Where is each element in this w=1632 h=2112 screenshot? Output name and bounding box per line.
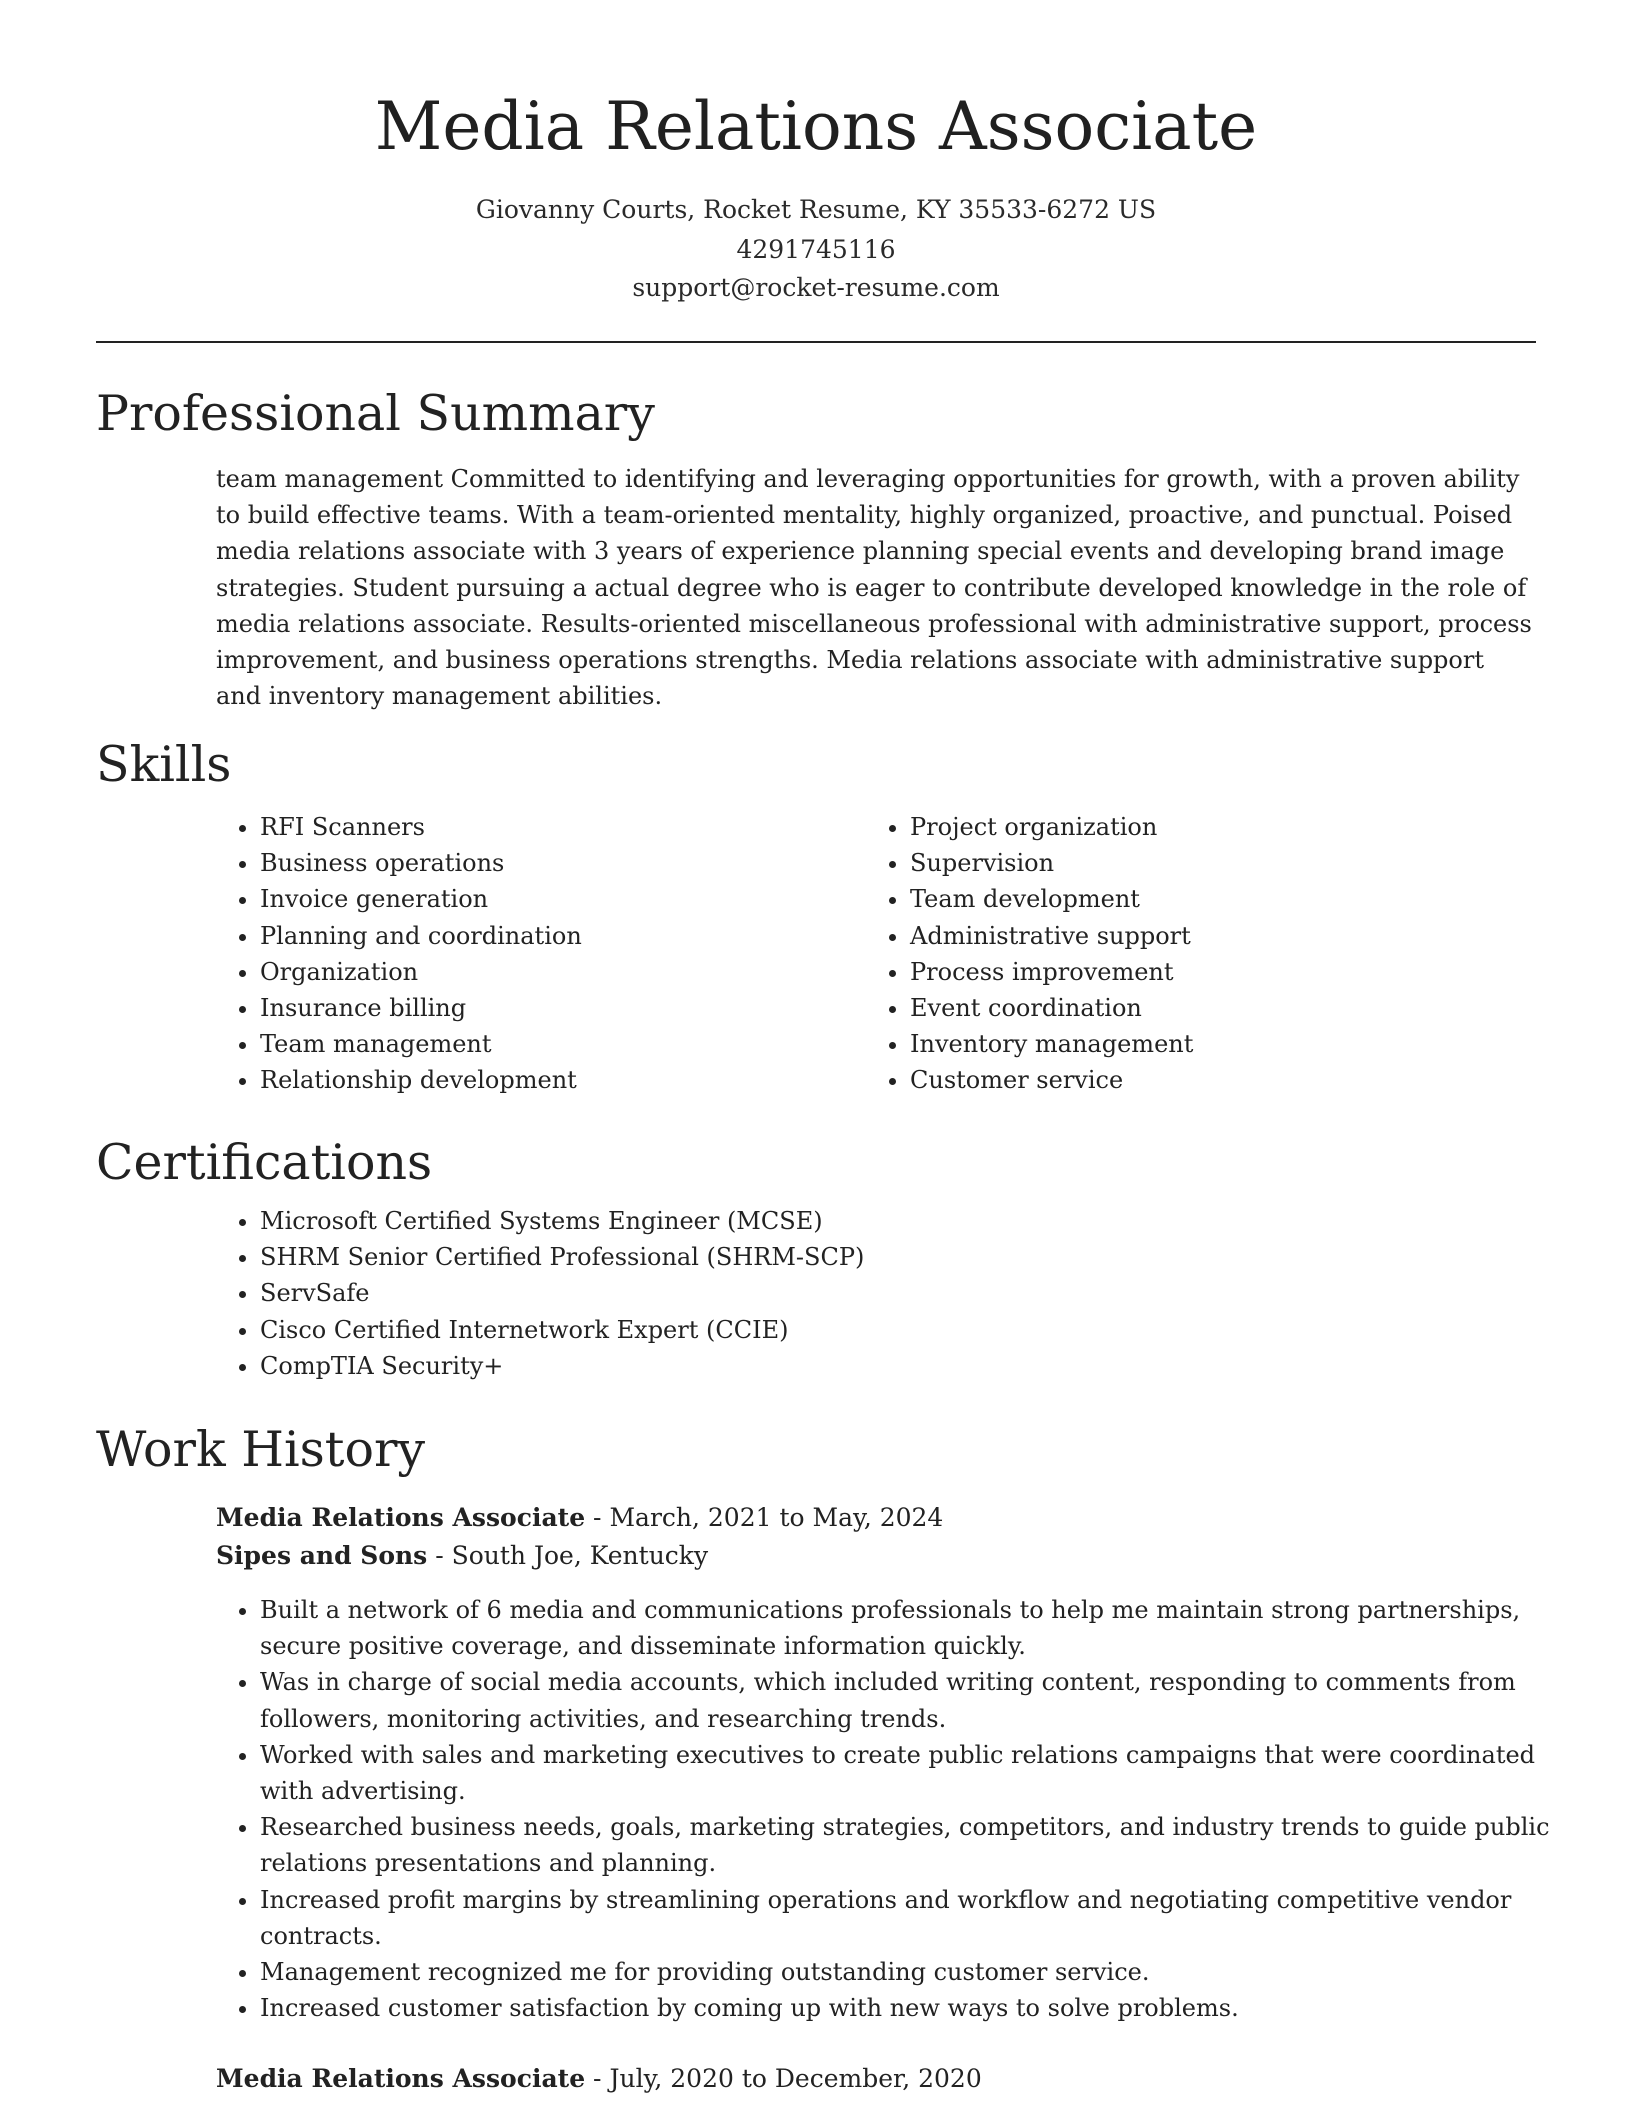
skill-item: • Team management	[260, 1026, 860, 1062]
job-bullet: • Built a network of 6 media and communications professionals to help me maintain strong partnerships, secure positive coverage, and disseminate information quickly.	[260, 1592, 1580, 1664]
skills-heading: Skills	[96, 736, 232, 793]
job-title-line	[216, 2060, 982, 2098]
job-bullet: • Researched business needs, goals, marketing strategies, competitors, and industry trends to guide public relations presentations and planning.	[260, 1809, 1580, 1881]
summary-heading: Professional Summary	[96, 385, 655, 442]
job-title: Media Relations Associate	[216, 2064, 586, 2093]
skill-item: • Customer service	[910, 1062, 1510, 1098]
skill-item: • Invoice generation	[260, 881, 860, 917]
job-bullet: • Increased profit margins by streamlining operations and workflow and negotiating competitive vendor contracts.	[260, 1882, 1580, 1954]
skills-list-left	[216, 809, 860, 1099]
skill-item: • Inventory management	[910, 1026, 1510, 1062]
certification-item: • Microsoft Certified Systems Engineer (MCSE)	[260, 1203, 1460, 1239]
job-dates: - March, 2021 to May, 2024	[585, 1503, 944, 1532]
job-bullets	[216, 1592, 1580, 2026]
skill-item: • Insurance billing	[260, 990, 860, 1026]
contact-email: support@rocket-resume.com	[632, 273, 1000, 302]
job-location: - South Joe, Kentucky	[427, 1541, 709, 1570]
skill-item: • Relationship development	[260, 1062, 860, 1098]
certification-item: • CompTIA Security+	[260, 1348, 1460, 1384]
skill-item: • Planning and coordination	[260, 918, 860, 954]
job-bullet: • Worked with sales and marketing executives to create public relations campaigns that were coordinated with advertising.	[260, 1737, 1580, 1809]
job-bullet: • Increased customer satisfaction by coming up with new ways to solve problems.	[260, 1990, 1580, 2026]
work-history-heading: Work History	[96, 1421, 426, 1478]
skill-item: • Administrative support	[910, 918, 1510, 954]
skill-item: • Project organization	[910, 809, 1510, 845]
job-company: Sipes and Sons	[216, 1541, 428, 1570]
certifications-list	[216, 1203, 1460, 1384]
skill-item: • Supervision	[910, 845, 1510, 881]
summary-text: team management Committed to identifying and leveraging opportunities for growth, with a proven ability to build effective teams. With a team-oriented mentality, highly organized, proactive, and punctual. Poised media relations associate with 3 years of experience planning special events and developing brand image strategies. Student pursuing a actual degree who is eager to contribute developed knowledge in the role of media relations associate. Results-oriented miscellaneous professional with administrative support, process improvement, and business operations strengths. Media relations associate with administrative support and inventory management abilities.	[216, 465, 1532, 711]
job-company-line	[216, 1537, 708, 1575]
header-divider	[96, 341, 1536, 343]
contact-phone: 4291745116	[736, 235, 896, 264]
skill-item: • RFI Scanners	[260, 809, 860, 845]
skill-item: • Organization	[260, 954, 860, 990]
skill-item: • Process improvement	[910, 954, 1510, 990]
certification-item: • Cisco Certified Internetwork Expert (CCIE)	[260, 1312, 1460, 1348]
job-dates: - July, 2020 to December, 2020	[585, 2064, 982, 2093]
certification-item: • SHRM Senior Certified Professional (SHRM-SCP)	[260, 1239, 1460, 1275]
job-bullet: • Management recognized me for providing outstanding customer service.	[260, 1954, 1580, 1990]
certification-item: • ServSafe	[260, 1275, 1460, 1311]
contact-address: Giovanny Courts, Rocket Resume, KY 35533-6272 US	[475, 195, 1157, 224]
skill-item: • Team development	[910, 881, 1510, 917]
job-title-line	[216, 1499, 943, 1537]
job-bullet: • Was in charge of social media accounts, which included writing content, responding to comments from followers, monitoring activities, and researching trends.	[260, 1664, 1580, 1736]
skills-list-right	[866, 809, 1510, 1099]
resume-title: Media Relations Associate	[374, 88, 1258, 165]
certifications-heading: Certifications	[96, 1134, 433, 1191]
skill-item: • Business operations	[260, 845, 860, 881]
job-title: Media Relations Associate	[216, 1503, 586, 1532]
skill-item: • Event coordination	[910, 990, 1510, 1026]
